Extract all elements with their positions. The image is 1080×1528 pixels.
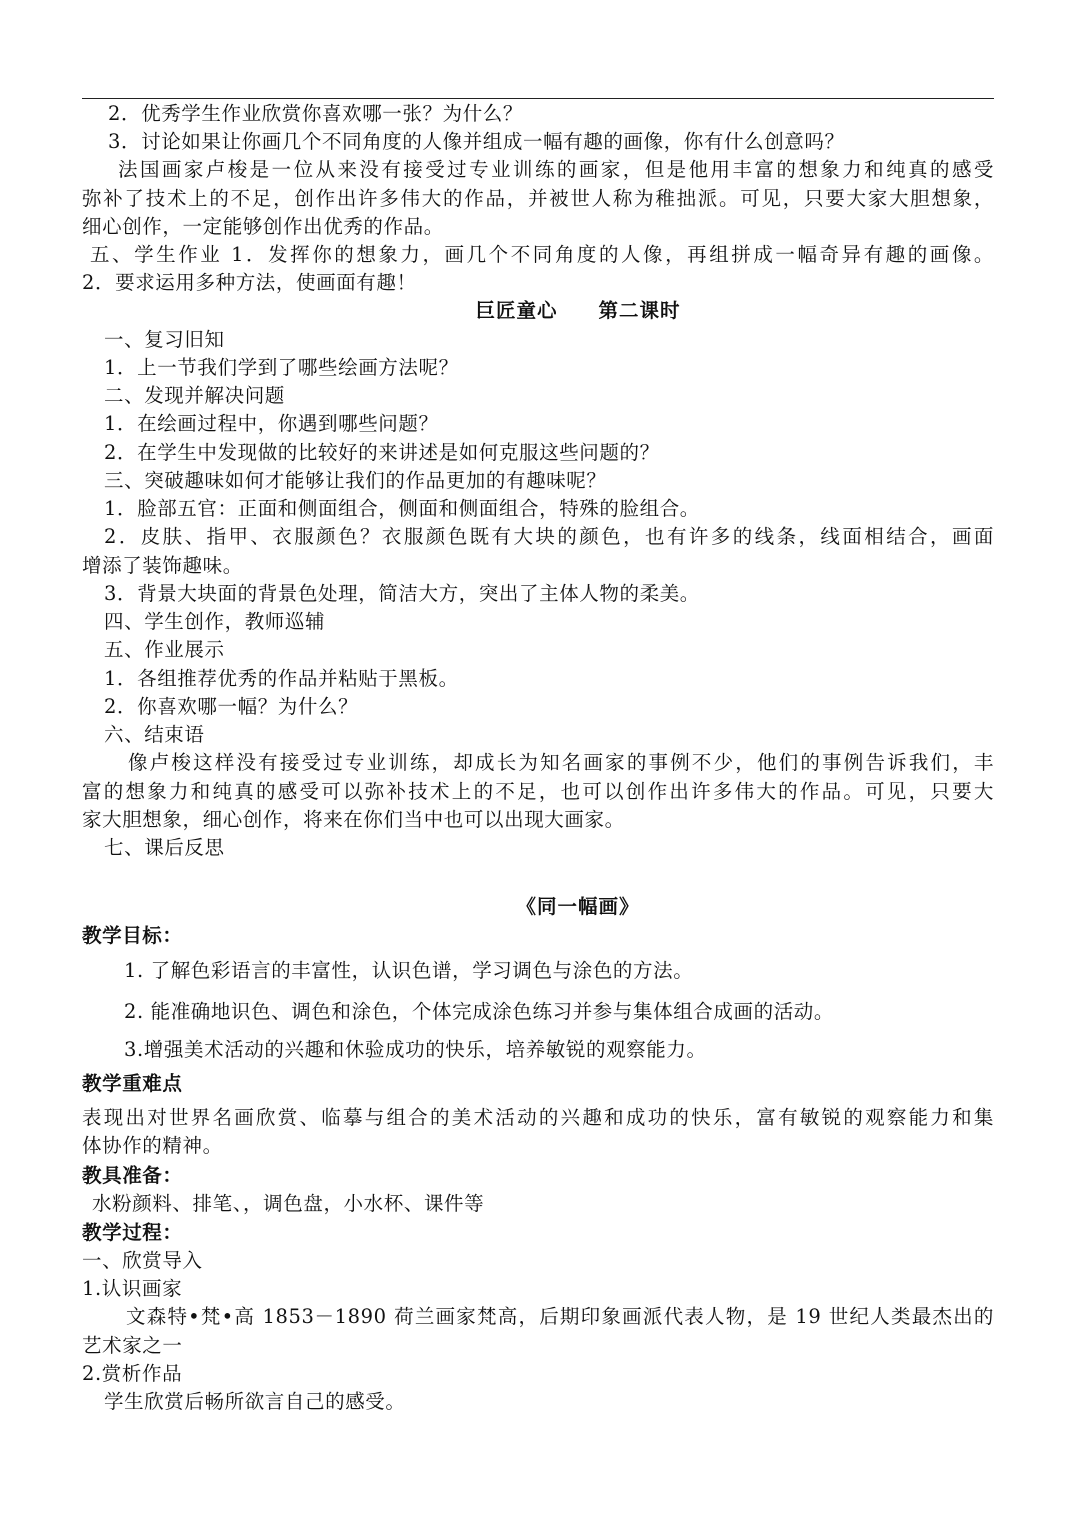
text-line: 增添了装饰趣味。 <box>82 554 243 577</box>
text-line: 1.认识画家 <box>82 1277 183 1300</box>
text-line: 五、作业展示 <box>104 638 225 661</box>
section-title: 巨匠童心 第二课时 <box>475 299 681 322</box>
heading: 教学过程： <box>82 1221 183 1244</box>
text-line: 文森特•梵•高 1853－1890 荷兰画家梵高，后期印象画派代表人物，是 19 世纪人类最杰出的 <box>126 1305 994 1328</box>
text-line: 2．优秀学生作业欣赏你喜欢哪一张？为什么？ <box>108 102 524 125</box>
text-line: 弥补了技术上的不足，创作出许多伟大的作品，并被世人称为稚拙派。可见，只要大家大胆想象， <box>82 187 994 210</box>
text-line: 六、结束语 <box>104 723 205 746</box>
text-line: 学生欣赏后畅所欲言自己的感受。 <box>104 1390 406 1413</box>
text-line: 2. 能准确地识色、调色和涂色，个体完成涂色练习并参与集体组合成画的活动。 <box>124 1000 835 1023</box>
text-line: 1．脸部五官：正面和侧面组合，侧面和侧面组合，特殊的脸组合。 <box>104 497 700 520</box>
header-rule <box>82 98 994 99</box>
text-line: 细心创作，一定能够创作出优秀的作品。 <box>82 215 444 238</box>
text-line: 像卢梭这样没有接受过专业训练，却成长为知名画家的事例不少，他们的事例告诉我们，丰 <box>128 751 994 774</box>
text-line: 七、课后反思 <box>104 836 225 859</box>
text-line: 2．要求运用多种方法，使画面有趣！ <box>82 271 417 294</box>
text-line: 水粉颜料、排笔、，调色盘，小水杯、课件等 <box>92 1192 485 1215</box>
heading: 教具准备： <box>82 1164 183 1187</box>
text-line: 2．在学生中发现做的比较好的来讲述是如何克服这些问题的？ <box>104 441 660 464</box>
text-line: 3.增强美术活动的兴趣和休验成功的快乐，培养敏锐的观察能力。 <box>124 1038 707 1061</box>
heading: 教学目标： <box>82 924 183 947</box>
text-line: 1．在绘画过程中，你遇到哪些问题？ <box>104 412 439 435</box>
text-line: 三、突破趣味如何才能够让我们的作品更加的有趣味呢？ <box>104 469 607 492</box>
text-line: 法国画家卢梭是一位从来没有接受过专业训练的画家，但是他用丰富的想象力和纯真的感受 <box>118 158 994 181</box>
text-line: 艺术家之一 <box>82 1334 183 1357</box>
heading: 教学重难点 <box>82 1072 183 1095</box>
text-line: 四、学生创作，教师巡辅 <box>104 610 326 633</box>
section-title: 《同一幅画》 <box>516 895 640 918</box>
text-line: 五、学生作业 1．发挥你的想象力，画几个不同角度的人像，再组拼成一幅奇异有趣的画像。 <box>90 243 994 266</box>
text-line: 富的想象力和纯真的感受可以弥补技术上的不足，也可以创作出许多伟大的作品。可见，只要大 <box>82 780 994 803</box>
text-line: 2．皮肤、指甲、衣服颜色？衣服颜色既有大块的颜色，也有许多的线条，线面相结合，画面 <box>104 525 994 548</box>
text-line: 表现出对世界名画欣赏、临摹与组合的美术活动的兴趣和成功的快乐，富有敏锐的观察能力和集 <box>82 1106 994 1129</box>
text-line: 1．上一节我们学到了哪些绘画方法呢？ <box>104 356 459 379</box>
text-line: 2.赏析作品 <box>82 1362 183 1385</box>
text-line: 一、复习旧知 <box>104 328 225 351</box>
text-line: 3．背景大块面的背景色处理，简洁大方，突出了主体人物的柔美。 <box>104 582 700 605</box>
text-line: 一、欣赏导入 <box>82 1249 203 1272</box>
text-line: 体协作的精神。 <box>82 1134 223 1157</box>
text-line: 3．讨论如果让你画几个不同角度的人像并组成一幅有趣的画像，你有什么创意吗？ <box>108 130 845 153</box>
text-line: 家大胆想象，细心创作，将来在你们当中也可以出现大画家。 <box>82 808 625 831</box>
text-line: 二、发现并解决问题 <box>104 384 285 407</box>
text-line: 1．各组推荐优秀的作品并粘贴于黑板。 <box>104 667 459 690</box>
text-line: 2．你喜欢哪一幅？为什么？ <box>104 695 359 718</box>
text-line: 1. 了解色彩语言的丰富性，认识色谱，学习调色与涂色的方法。 <box>124 959 694 982</box>
